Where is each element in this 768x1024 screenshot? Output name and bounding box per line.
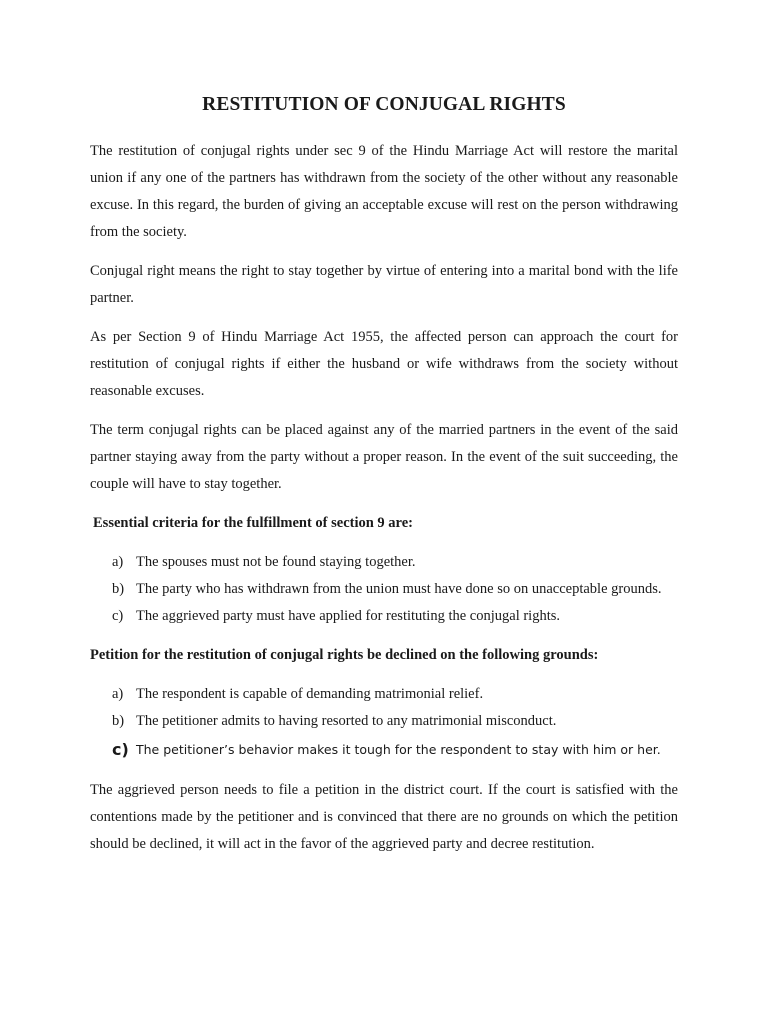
list-marker: a) <box>112 554 124 570</box>
list-item <box>112 735 678 765</box>
list-item-text: The spouses must not be found staying together. <box>136 554 416 570</box>
page-title: RESTITUTION OF CONJUGAL RIGHTS <box>202 94 566 115</box>
grounds-heading: Petition for the restitution of conjugal rights be declined on the following grounds: <box>90 647 599 663</box>
list-marker: a) <box>112 686 124 702</box>
list-marker: c) <box>112 608 124 624</box>
list-item-text: The party who has withdrawn from the union must have done so on unacceptable grounds. <box>136 581 662 597</box>
criteria-heading: Essential criteria for the fulfillment of section 9 are: <box>93 515 413 531</box>
list-marker: b) <box>112 713 125 729</box>
list-item <box>112 576 678 603</box>
criteria-list <box>90 549 678 630</box>
list-marker: c) <box>112 740 129 759</box>
list-item <box>112 681 678 708</box>
list-item <box>112 549 678 576</box>
paragraph-intro: The restitution of conjugal rights under sec 9 of the Hindu Marriage Act will restore the marital union if any one of the partners has withdrawn from the society of the other without any reasonable excuse. In this regard, the burden of giving an acceptable excuse will rest on the person withdrawing from the society. <box>90 143 678 240</box>
list-item-text: The petitioner admits to having resorted to any matrimonial misconduct. <box>136 713 557 729</box>
list-item <box>112 708 678 735</box>
list-marker: b) <box>112 581 125 597</box>
grounds-list <box>90 681 678 765</box>
list-item <box>112 603 678 630</box>
list-item-text: The respondent is capable of demanding matrimonial relief. <box>136 686 484 702</box>
paragraph-section-9: As per Section 9 of Hindu Marriage Act 1955, the affected person can approach the court for restitution of conjugal rights if either the husband or wife withdraws from the society without reasonable excuses. <box>90 329 678 399</box>
paragraph-definition: Conjugal right means the right to stay together by virtue of entering into a marital bond with the life partner. <box>90 263 678 306</box>
paragraph-term: The term conjugal rights can be placed against any of the married partners in the event of the said partner staying away from the party without a proper reason. In the event of the suit succeeding, the couple will have to stay together. <box>90 422 678 492</box>
list-item-text: The petitioner’s behavior makes it tough for the respondent to stay with him or her. <box>136 742 661 757</box>
paragraph-closing: The aggrieved person needs to file a petition in the district court. If the court is satisfied with the contentions made by the petitioner and is convinced that there are no grounds on which the petition should be declined, it will act in the favor of the aggrieved party and decree restitution. <box>90 782 678 852</box>
list-item-text: The aggrieved party must have applied for restituting the conjugal rights. <box>136 608 561 624</box>
